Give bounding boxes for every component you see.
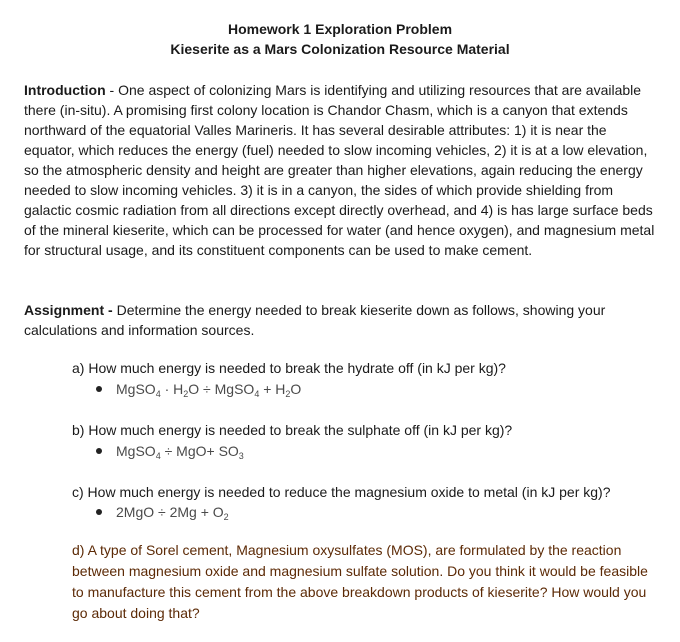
- bullet-icon: [96, 448, 102, 454]
- question-a: a) How much energy is needed to break the hydrate off (in kJ per kg)?: [72, 360, 506, 376]
- introduction-text: - One aspect of colonizing Mars is identifying and utilizing resources that are available there (in-situ). A promising first colony location is Chandor Chasm, which is a canyon that extends northward of the equatorial Valles Marineris. It has several desirable attributes: 1) it is near the equator, which reduces the energy (fuel) needed to slow incoming vehicles, 2) it is at a low elevation, so the atmospheric density and height are greater than higher elevations, again reducing the energy needed to slow incoming vehicles. 3) it is in a canyon, the sides of which provide shielding from galactic cosmic radiation from all directions except directly overhead, and 4) is has large surface beds of the mineral kieserite, which can be processed for water (and hence oxygen), and magnesium metal for structural usage, and its constituent components can be used to make cement.: [24, 82, 655, 258]
- bullet-icon: [96, 386, 102, 392]
- assignment-text: Determine the energy needed to break kieserite down as follows, showing your calculations and information sources.: [24, 302, 606, 338]
- equation-a: MgSO$_4$ · $H_2O$ ÷ MgSO$_4$ + $H_2O$: [96, 379, 301, 399]
- introduction-paragraph: [24, 80, 656, 260]
- equation-c: $2MgO \div 2Mg + O_2$: [96, 502, 229, 522]
- bullet-icon: [96, 509, 102, 515]
- assignment-label: Assignment -: [24, 302, 113, 318]
- equation-b: MgSO$_4$ ÷ $MgO+ SO_3$: [96, 441, 244, 461]
- question-b: b) How much energy is needed to break the sulphate off (in kJ per kg)?: [72, 422, 513, 438]
- introduction-label: Introduction: [24, 82, 106, 98]
- document-subtitle: Kieserite as a Mars Colonization Resource Material: [170, 41, 510, 57]
- question-c: c) How much energy is needed to reduce the magnesium oxide to metal (in kJ per kg)?: [72, 484, 611, 500]
- document-title: Homework 1 Exploration Problem: [227, 21, 453, 37]
- question-d: d) A type of Sorel cement, Magnesium oxysulfates (MOS), are formulated by the reaction between magnesium oxide and magnesium sulfate solution. Do you think it would be feasible to manufacture this cement from the above breakdown products of kieserite? How would you go about doing that?: [72, 542, 648, 621]
- assignment-paragraph: [24, 300, 656, 340]
